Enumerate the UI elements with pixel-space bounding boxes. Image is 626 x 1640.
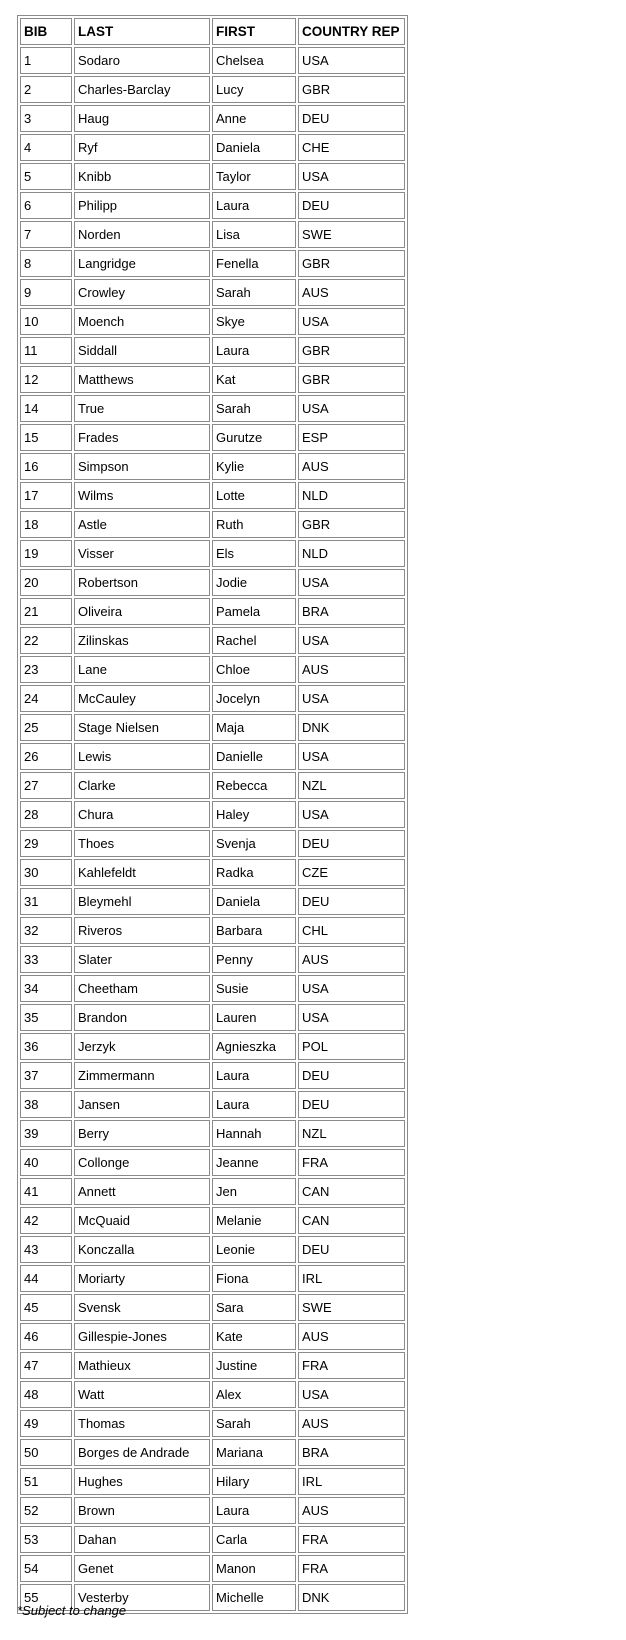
country-cell: AUS [298,656,405,683]
table-row [20,337,405,364]
first-name-cell: Laura [212,192,296,219]
table-row [20,221,405,248]
first-name-cell: Susie [212,975,296,1002]
last-name-cell: McQuaid [74,1207,210,1234]
country-cell: USA [298,743,405,770]
bib-cell: 16 [20,453,72,480]
last-name-cell: Jansen [74,1091,210,1118]
first-name-cell: Rebecca [212,772,296,799]
table-row [20,772,405,799]
bib-cell: 10 [20,308,72,335]
table-row [20,946,405,973]
country-cell: DEU [298,1236,405,1263]
first-name-cell: Pamela [212,598,296,625]
country-cell: DEU [298,105,405,132]
last-name-cell: Vesterby [74,1584,210,1611]
country-cell: NZL [298,772,405,799]
table-row [20,743,405,770]
table-row [20,308,405,335]
table-row [20,917,405,944]
country-cell: DEU [298,830,405,857]
first-name-cell: Carla [212,1526,296,1553]
bib-cell: 4 [20,134,72,161]
first-name-cell: Jodie [212,569,296,596]
header-last: LAST [74,18,210,45]
first-name-cell: Jeanne [212,1149,296,1176]
first-name-cell: Sarah [212,279,296,306]
table-row [20,1323,405,1350]
first-name-cell: Kylie [212,453,296,480]
last-name-cell: Astle [74,511,210,538]
country-cell: AUS [298,1410,405,1437]
country-cell: CHL [298,917,405,944]
country-cell: FRA [298,1352,405,1379]
table-row [20,540,405,567]
table-row [20,656,405,683]
bib-cell: 45 [20,1294,72,1321]
table-row [20,1120,405,1147]
table-row [20,1004,405,1031]
bib-cell: 14 [20,395,72,422]
athlete-start-list-table [17,15,408,1614]
bib-cell: 39 [20,1120,72,1147]
last-name-cell: Thoes [74,830,210,857]
last-name-cell: Lane [74,656,210,683]
first-name-cell: Ruth [212,511,296,538]
first-name-cell: Taylor [212,163,296,190]
table-row [20,888,405,915]
table-row [20,76,405,103]
bib-cell: 15 [20,424,72,451]
last-name-cell: Ryf [74,134,210,161]
table-row [20,47,405,74]
last-name-cell: Berry [74,1120,210,1147]
bib-cell: 25 [20,714,72,741]
first-name-cell: Sarah [212,395,296,422]
country-cell: BRA [298,598,405,625]
table-row [20,192,405,219]
bib-cell: 41 [20,1178,72,1205]
country-cell: USA [298,47,405,74]
country-cell: USA [298,801,405,828]
country-cell: AUS [298,1497,405,1524]
last-name-cell: True [74,395,210,422]
country-cell: DEU [298,192,405,219]
last-name-cell: Cheetham [74,975,210,1002]
last-name-cell: Moench [74,308,210,335]
last-name-cell: Mathieux [74,1352,210,1379]
table-row [20,1236,405,1263]
country-cell: DEU [298,1062,405,1089]
table-row [20,134,405,161]
table-row [20,1410,405,1437]
first-name-cell: Svenja [212,830,296,857]
first-name-cell: Melanie [212,1207,296,1234]
country-cell: NLD [298,540,405,567]
bib-cell: 51 [20,1468,72,1495]
first-name-cell: Rachel [212,627,296,654]
country-cell: POL [298,1033,405,1060]
bib-cell: 24 [20,685,72,712]
table-row [20,250,405,277]
first-name-cell: Maja [212,714,296,741]
table-row [20,627,405,654]
country-cell: CAN [298,1178,405,1205]
last-name-cell: Konczalla [74,1236,210,1263]
table-row [20,801,405,828]
bib-cell: 2 [20,76,72,103]
last-name-cell: Riveros [74,917,210,944]
bib-cell: 30 [20,859,72,886]
first-name-cell: Laura [212,1091,296,1118]
header-bib: BIB [20,18,72,45]
country-cell: GBR [298,250,405,277]
last-name-cell: Crowley [74,279,210,306]
table-row [20,1207,405,1234]
last-name-cell: Norden [74,221,210,248]
table-row [20,1062,405,1089]
bib-cell: 6 [20,192,72,219]
bib-cell: 47 [20,1352,72,1379]
bib-cell: 52 [20,1497,72,1524]
bib-cell: 36 [20,1033,72,1060]
bib-cell: 38 [20,1091,72,1118]
last-name-cell: Brandon [74,1004,210,1031]
bib-cell: 1 [20,47,72,74]
bib-cell: 9 [20,279,72,306]
country-cell: NLD [298,482,405,509]
first-name-cell: Laura [212,1062,296,1089]
last-name-cell: Haug [74,105,210,132]
table-row [20,1294,405,1321]
table-row [20,1381,405,1408]
table-row [20,830,405,857]
country-cell: CAN [298,1207,405,1234]
bib-cell: 42 [20,1207,72,1234]
last-name-cell: Frades [74,424,210,451]
country-cell: DEU [298,888,405,915]
first-name-cell: Laura [212,1497,296,1524]
first-name-cell: Lucy [212,76,296,103]
last-name-cell: Hughes [74,1468,210,1495]
table-row [20,1352,405,1379]
bib-cell: 34 [20,975,72,1002]
country-cell: USA [298,627,405,654]
country-cell: USA [298,163,405,190]
country-cell: USA [298,1381,405,1408]
table-row [20,105,405,132]
bib-cell: 20 [20,569,72,596]
country-cell: USA [298,569,405,596]
country-cell: FRA [298,1555,405,1582]
bib-cell: 43 [20,1236,72,1263]
first-name-cell: Mariana [212,1439,296,1466]
last-name-cell: Siddall [74,337,210,364]
table-row [20,163,405,190]
country-cell: USA [298,1004,405,1031]
table-row [20,598,405,625]
last-name-cell: Zimmermann [74,1062,210,1089]
country-cell: ESP [298,424,405,451]
country-cell: GBR [298,337,405,364]
bib-cell: 55 [20,1584,72,1611]
first-name-cell: Skye [212,308,296,335]
country-cell: FRA [298,1149,405,1176]
last-name-cell: Clarke [74,772,210,799]
table-row [20,366,405,393]
table-row [20,714,405,741]
table-row [20,1033,405,1060]
first-name-cell: Anne [212,105,296,132]
last-name-cell: Bleymehl [74,888,210,915]
table-row [20,1555,405,1582]
table-row [20,685,405,712]
last-name-cell: Simpson [74,453,210,480]
table-row [20,1468,405,1495]
bib-cell: 23 [20,656,72,683]
first-name-cell: Kat [212,366,296,393]
bib-cell: 28 [20,801,72,828]
country-cell: USA [298,685,405,712]
bib-cell: 46 [20,1323,72,1350]
bib-cell: 49 [20,1410,72,1437]
first-name-cell: Justine [212,1352,296,1379]
country-cell: GBR [298,511,405,538]
table-row [20,1178,405,1205]
last-name-cell: Borges de Andrade [74,1439,210,1466]
last-name-cell: McCauley [74,685,210,712]
first-name-cell: Hannah [212,1120,296,1147]
table-row [20,1526,405,1553]
first-name-cell: Gurutze [212,424,296,451]
first-name-cell: Jocelyn [212,685,296,712]
first-name-cell: Penny [212,946,296,973]
bib-cell: 50 [20,1439,72,1466]
country-cell: GBR [298,366,405,393]
last-name-cell: Philipp [74,192,210,219]
bib-cell: 22 [20,627,72,654]
first-name-cell: Agnieszka [212,1033,296,1060]
table-row [20,1439,405,1466]
last-name-cell: Wilms [74,482,210,509]
first-name-cell: Leonie [212,1236,296,1263]
table-row [20,1265,405,1292]
country-cell: CHE [298,134,405,161]
last-name-cell: Oliveira [74,598,210,625]
bib-cell: 7 [20,221,72,248]
first-name-cell: Sara [212,1294,296,1321]
last-name-cell: Annett [74,1178,210,1205]
table-row [20,859,405,886]
first-name-cell: Lotte [212,482,296,509]
bib-cell: 37 [20,1062,72,1089]
country-cell: AUS [298,1323,405,1350]
table-row [20,482,405,509]
last-name-cell: Knibb [74,163,210,190]
first-name-cell: Lisa [212,221,296,248]
last-name-cell: Zilinskas [74,627,210,654]
last-name-cell: Lewis [74,743,210,770]
last-name-cell: Thomas [74,1410,210,1437]
first-name-cell: Chelsea [212,47,296,74]
table-body [20,47,405,1611]
country-cell: GBR [298,76,405,103]
country-cell: CZE [298,859,405,886]
first-name-cell: Manon [212,1555,296,1582]
first-name-cell: Alex [212,1381,296,1408]
country-cell: USA [298,395,405,422]
country-cell: USA [298,975,405,1002]
last-name-cell: Chura [74,801,210,828]
first-name-cell: Kate [212,1323,296,1350]
last-name-cell: Langridge [74,250,210,277]
last-name-cell: Svensk [74,1294,210,1321]
bib-cell: 18 [20,511,72,538]
bib-cell: 12 [20,366,72,393]
first-name-cell: Fenella [212,250,296,277]
first-name-cell: Jen [212,1178,296,1205]
country-cell: BRA [298,1439,405,1466]
first-name-cell: Fiona [212,1265,296,1292]
header-row [20,18,405,45]
last-name-cell: Stage Nielsen [74,714,210,741]
last-name-cell: Sodaro [74,47,210,74]
country-cell: SWE [298,221,405,248]
bib-cell: 26 [20,743,72,770]
table-row [20,1091,405,1118]
first-name-cell: Lauren [212,1004,296,1031]
last-name-cell: Slater [74,946,210,973]
country-cell: SWE [298,1294,405,1321]
first-name-cell: Daniela [212,888,296,915]
last-name-cell: Collonge [74,1149,210,1176]
bib-cell: 27 [20,772,72,799]
bib-cell: 33 [20,946,72,973]
country-cell: NZL [298,1120,405,1147]
first-name-cell: Daniela [212,134,296,161]
table-row [20,395,405,422]
bib-cell: 29 [20,830,72,857]
country-cell: FRA [298,1526,405,1553]
first-name-cell: Haley [212,801,296,828]
country-cell: DNK [298,714,405,741]
table-row [20,1497,405,1524]
last-name-cell: Watt [74,1381,210,1408]
first-name-cell: Els [212,540,296,567]
last-name-cell: Matthews [74,366,210,393]
country-cell: AUS [298,946,405,973]
bib-cell: 19 [20,540,72,567]
country-cell: IRL [298,1468,405,1495]
country-cell: AUS [298,279,405,306]
bib-cell: 35 [20,1004,72,1031]
country-cell: DNK [298,1584,405,1611]
table-header [20,18,405,45]
bib-cell: 17 [20,482,72,509]
bib-cell: 54 [20,1555,72,1582]
table-row [20,975,405,1002]
table-row [20,424,405,451]
bib-cell: 3 [20,105,72,132]
bib-cell: 5 [20,163,72,190]
bib-cell: 31 [20,888,72,915]
bib-cell: 48 [20,1381,72,1408]
last-name-cell: Kahlefeldt [74,859,210,886]
table-row [20,511,405,538]
first-name-cell: Chloe [212,656,296,683]
first-name-cell: Barbara [212,917,296,944]
table-row [20,453,405,480]
header-first: FIRST [212,18,296,45]
last-name-cell: Visser [74,540,210,567]
bib-cell: 11 [20,337,72,364]
bib-cell: 8 [20,250,72,277]
last-name-cell: Genet [74,1555,210,1582]
table-row [20,1149,405,1176]
country-cell: IRL [298,1265,405,1292]
last-name-cell: Moriarty [74,1265,210,1292]
header-country-rep: COUNTRY REP [298,18,405,45]
last-name-cell: Robertson [74,569,210,596]
bib-cell: 32 [20,917,72,944]
first-name-cell: Radka [212,859,296,886]
country-cell: AUS [298,453,405,480]
bib-cell: 40 [20,1149,72,1176]
first-name-cell: Danielle [212,743,296,770]
last-name-cell: Jerzyk [74,1033,210,1060]
last-name-cell: Dahan [74,1526,210,1553]
bib-cell: 44 [20,1265,72,1292]
footnote: *Subject to change [17,1603,127,1618]
first-name-cell: Laura [212,337,296,364]
country-cell: USA [298,308,405,335]
last-name-cell: Charles-Barclay [74,76,210,103]
bib-cell: 53 [20,1526,72,1553]
first-name-cell: Hilary [212,1468,296,1495]
bib-cell: 21 [20,598,72,625]
first-name-cell: Michelle [212,1584,296,1611]
last-name-cell: Gillespie-Jones [74,1323,210,1350]
table-row [20,279,405,306]
country-cell: DEU [298,1091,405,1118]
first-name-cell: Sarah [212,1410,296,1437]
last-name-cell: Brown [74,1497,210,1524]
table-row [20,569,405,596]
